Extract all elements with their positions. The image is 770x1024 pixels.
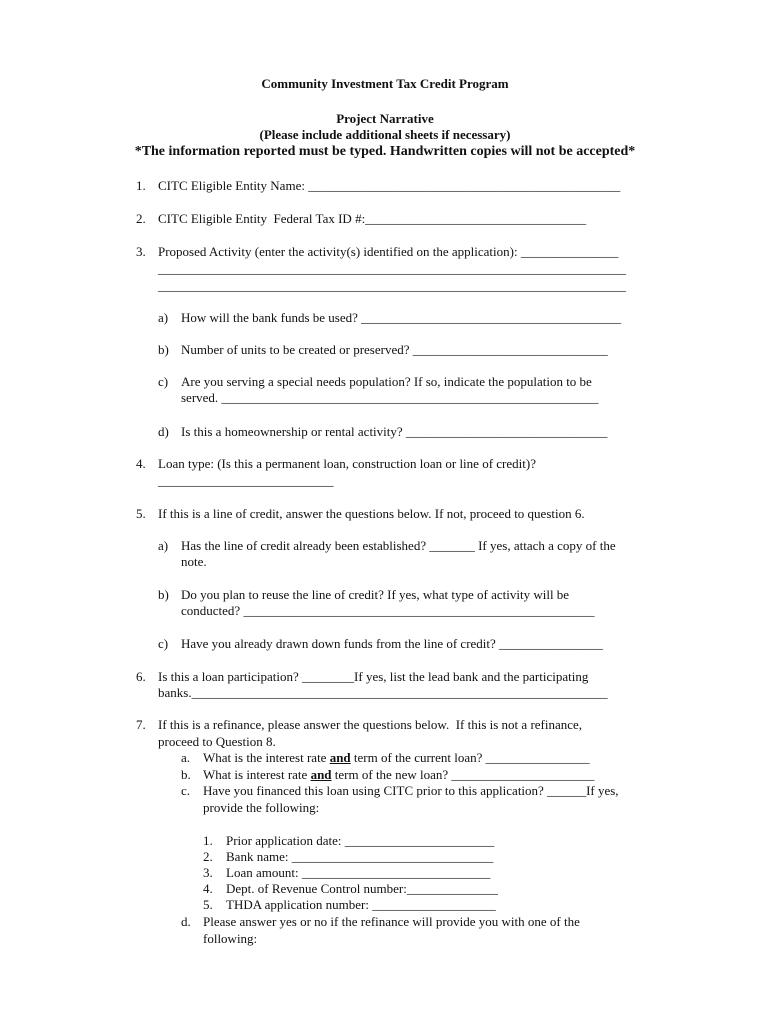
warning-text: *The information reported must be typed. Handwritten copies will not be accepted* bbox=[134, 144, 636, 159]
question-7-line-2: proceed to Question 8. bbox=[158, 734, 276, 749]
question-3-line-3: ________________________________________________________________________ bbox=[158, 278, 626, 293]
question-6-line-2: banks.________________________________________________________________ bbox=[158, 685, 608, 700]
question-5a-line-1: Has the line of credit already been established? _______ If yes, attach a copy of the bbox=[181, 538, 616, 553]
question-4-line-1: Loan type: (Is this a permanent loan, construction loan or line of credit)? bbox=[158, 456, 536, 471]
question-7a-letter: a. bbox=[181, 750, 191, 765]
sub-item-number: 1. bbox=[203, 833, 213, 848]
question-5-number: 5. bbox=[136, 506, 146, 521]
question-5a-line-2: note. bbox=[181, 554, 207, 569]
question-1-text: CITC Eligible Entity Name: ________________________________________________ bbox=[158, 178, 621, 193]
question-7b-text: What is interest rate and term of the new loan? ______________________ bbox=[203, 767, 595, 782]
question-3d-letter: d) bbox=[158, 424, 169, 439]
question-7d-letter: d. bbox=[181, 914, 191, 929]
question-7a-text: What is the interest rate and term of the current loan? ________________ bbox=[203, 750, 590, 765]
instruction-text: (Please include additional sheets if necessary) bbox=[259, 127, 511, 142]
sub-item-number: 2. bbox=[203, 849, 213, 864]
emphasis-and: and bbox=[329, 750, 351, 765]
question-7b-letter: b. bbox=[181, 767, 191, 782]
question-5c-letter: c) bbox=[158, 636, 169, 651]
question-3-line-1: Proposed Activity (enter the activity(s) identified on the application): _______________ bbox=[158, 244, 619, 259]
question-7c-line-1: Have you financed this loan using CITC prior to this application? ______If yes, bbox=[203, 783, 619, 798]
question-3a-letter: a) bbox=[158, 310, 169, 325]
sub-item-number: 5. bbox=[203, 897, 213, 912]
question-7-number: 7. bbox=[136, 717, 146, 732]
sub-item-thda-application-number: THDA application number: ___________________ bbox=[226, 897, 496, 912]
emphasis-and: and bbox=[310, 767, 332, 782]
question-5b-letter: b) bbox=[158, 587, 169, 602]
question-3-line-2: ________________________________________________________________________ bbox=[158, 261, 626, 276]
question-5c-text: Have you already drawn down funds from the line of credit? ________________ bbox=[181, 636, 604, 651]
question-4-number: 4. bbox=[136, 456, 146, 471]
question-6-line-1: Is this a loan participation? ________If yes, list the lead bank and the participating bbox=[158, 669, 589, 684]
sub-item-revenue-control-number: Dept. of Revenue Control number:______________ bbox=[226, 881, 498, 896]
question-5b-line-2: conducted? ______________________________________________________ bbox=[181, 603, 595, 618]
sub-item-bank-name: Bank name: _______________________________ bbox=[226, 849, 494, 864]
question-7d-line-2: following: bbox=[203, 931, 258, 946]
question-5b-line-1: Do you plan to reuse the line of credit? If yes, what type of activity will be bbox=[181, 587, 570, 602]
question-3a-text: How will the bank funds be used? ________________________________________ bbox=[181, 310, 622, 325]
question-3b-text: Number of units to be created or preserved? ______________________________ bbox=[181, 342, 608, 357]
question-5-text: If this is a line of credit, answer the questions below. If not, proceed to question 6. bbox=[158, 506, 585, 521]
sub-item-number: 4. bbox=[203, 881, 213, 896]
question-5a-letter: a) bbox=[158, 538, 169, 553]
question-2-number: 2. bbox=[136, 211, 146, 226]
program-title: Community Investment Tax Credit Program bbox=[261, 76, 509, 91]
question-3c-letter: c) bbox=[158, 374, 169, 389]
question-7-line-1: If this is a refinance, please answer the questions below. If this is not a refinance, bbox=[158, 717, 583, 732]
question-3c-line-2: served. __________________________________________________________ bbox=[181, 390, 599, 405]
sub-item-prior-application-date: Prior application date: _______________________ bbox=[226, 833, 495, 848]
question-4-line-2: ___________________________ bbox=[158, 473, 334, 488]
question-3-number: 3. bbox=[136, 244, 146, 259]
question-3c-line-1: Are you serving a special needs population? If so, indicate the population to be bbox=[181, 374, 592, 389]
question-7c-line-2: provide the following: bbox=[203, 800, 320, 815]
question-6-number: 6. bbox=[136, 669, 146, 684]
question-3b-letter: b) bbox=[158, 342, 169, 357]
question-3d-text: Is this a homeownership or rental activity? _______________________________ bbox=[181, 424, 608, 439]
section-title: Project Narrative bbox=[336, 111, 434, 126]
sub-item-loan-amount: Loan amount: _____________________________ bbox=[226, 865, 491, 880]
sub-item-number: 3. bbox=[203, 865, 213, 880]
question-7d-line-1: Please answer yes or no if the refinance will provide you with one of the bbox=[203, 914, 580, 929]
question-2-text: CITC Eligible Entity Federal Tax ID #:__________________________________ bbox=[158, 211, 587, 226]
question-1-number: 1. bbox=[136, 178, 146, 193]
question-7c-letter: c. bbox=[181, 783, 191, 798]
